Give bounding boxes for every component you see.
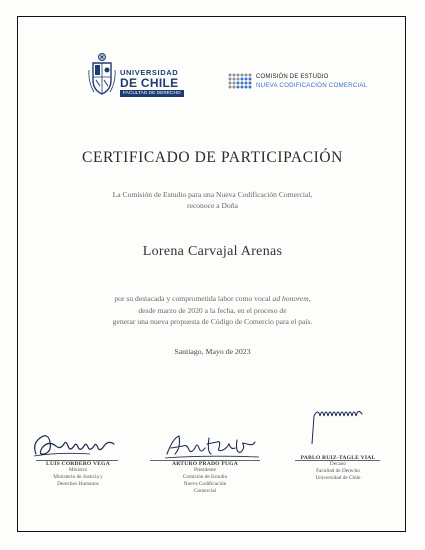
intro-text (60, 189, 365, 211)
signer-block-minister (23, 461, 133, 488)
signature-luis-cordero (30, 424, 122, 460)
intro-line-2: reconoce a Doña (186, 201, 239, 210)
signer-name: LUIS CORDERO VEGA (46, 461, 110, 467)
signer-role-line: Decano (329, 461, 347, 467)
signer-block-dean (283, 455, 393, 482)
signature-pablo-ruiz-tagle (310, 402, 376, 446)
signer-name: ARTURO PRADO PUGA (172, 461, 238, 467)
university-name-line1: UNIVERSIDAD (120, 68, 179, 77)
body-line-2: desde marzo de 2020 a la fecha, en el proceso de (138, 305, 287, 315)
faculty-label: FACULTAD DE DERECHO (120, 90, 184, 97)
signer-role-line: Ministro (68, 467, 88, 473)
signer-role-line: Facultad de Derecho (316, 468, 360, 474)
comision-estudio-logo (228, 72, 368, 94)
body-line-1-post: , (308, 294, 311, 303)
signer-role-line: Universidad de Chile (315, 475, 361, 481)
signer-role-line: Comisión de Estudio (182, 474, 228, 480)
body-line-3: generar una nueva propuesta de Código de Comercio para el país. (112, 317, 313, 326)
signer-role-line: Derechos Humanos (57, 481, 99, 487)
commission-name-line1: COMISIÓN DE ESTUDIO (256, 74, 329, 80)
signer-block-president (150, 461, 260, 495)
universidad-de-chile-logo (88, 52, 188, 100)
intro-line-1: La Comisión de Estudio para una Nueva Codificación Comercial, (112, 190, 313, 199)
certificate-title: CERTIFICADO DE PARTICIPACIÓN (82, 149, 343, 166)
signature-arturo-prado (163, 428, 263, 462)
recipient-name: Lorena Carvajal Arenas (142, 244, 283, 259)
commission-name-line2: NUEVA CODIFICACIÓN COMERCIAL (256, 82, 368, 89)
signer-role-line: Presidente (193, 467, 217, 473)
body-line-1 (60, 293, 365, 305)
body-line-1-pre: por su destacada y comprometida labor como vocal (114, 294, 273, 303)
university-crest-icon (88, 52, 116, 96)
signer-role-line: Ministerio de Justicia y (53, 474, 103, 480)
signer-role-line: Comercial (193, 488, 217, 494)
dot-grid-logo-icon (228, 73, 252, 91)
ad-honorem-italic: ad honorem (272, 294, 309, 303)
recognition-text (60, 293, 365, 328)
place-and-date: Santiago, Mayo de 2023 (174, 347, 251, 356)
signer-role-line: Nueva Codificación (183, 481, 227, 487)
signer-name: PABLO RUIZ-TAGLE VIAL (300, 455, 376, 461)
university-name-line2: DE CHILE (120, 76, 179, 90)
